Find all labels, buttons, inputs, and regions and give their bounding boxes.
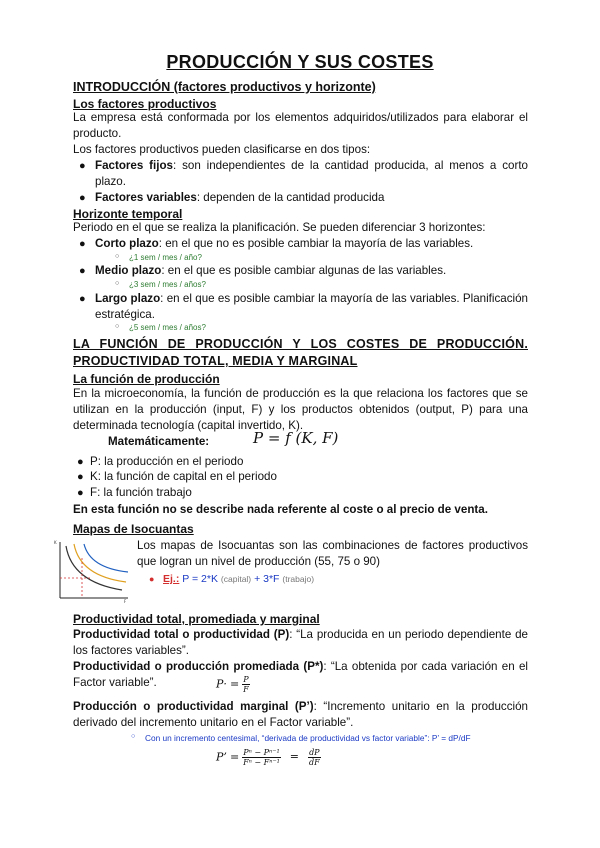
- marginal-fraction-1: [242, 748, 280, 767]
- bullet-icon: ●: [79, 160, 86, 172]
- medio-plazo-note: [115, 280, 206, 290]
- largo-plazo-term: Largo plazo: [95, 292, 161, 305]
- marginal-formula: [216, 748, 321, 767]
- corto-plazo-note-text: ¿1 sem / mes / año?: [129, 253, 202, 262]
- funcion-para: En la microeconomía, la función de producción es la que relaciona los factores que se utilizan en la producción (input, F) y los productos obtenidos (output, P) para una determinada tecnología (capital invertido, K).: [73, 387, 528, 432]
- isocuantas-example: [149, 571, 463, 587]
- horizonte-para: Periodo en el que se realiza la planificación. Se pueden diferenciar 3 horizontes:: [73, 221, 486, 234]
- factores-fijos-term: Factores fijos: [95, 159, 174, 172]
- marginal-text: : “Incremento unitario en la producción derivado del incremento unitario en el Factor variable”.: [73, 700, 528, 729]
- circle-bullet-icon: ○: [131, 733, 136, 740]
- largo-plazo-text: : en el que es posible cambiar la mayoría de las variables. Planificación estratégica.: [95, 292, 528, 321]
- factores-variables-text: : dependen de la cantidad producida: [196, 191, 385, 204]
- corto-plazo-note: [115, 253, 202, 263]
- funcion-item-p-text: P: la producción en el periodo: [90, 455, 244, 468]
- funcion-item-f: [77, 485, 523, 501]
- bullet-icon: ●: [77, 456, 84, 468]
- corto-plazo-term: Corto plazo: [95, 237, 159, 250]
- media-text: : “La obtenida por cada variación en el Factor variable”.: [73, 660, 528, 689]
- intro-heading: INTRODUCCIÓN (factores productivos y horizonte): [73, 80, 376, 94]
- graph-x-label: F: [124, 599, 127, 604]
- matematicamente-label: Matemáticamente: [108, 435, 206, 448]
- isoquant-curve-55: [66, 546, 122, 590]
- funcion-heading: LA FUNCIÓN DE PRODUCCIÓN Y LOS COSTES DE PRODUCCIÓN. PRODUCTIVIDAD TOTAL, MEDIA Y MARGINAL: [73, 337, 528, 368]
- factores-fijos-item: [79, 158, 528, 190]
- page-title: PRODUCCIÓN Y SUS COSTES: [166, 52, 434, 72]
- funcion-item-k: [77, 469, 523, 485]
- factores-variables-item: [79, 190, 528, 206]
- factores-fijos-text: : son independientes de la cantidad producida, al menos a corto plazo.: [95, 159, 528, 188]
- total-term: Productividad total o productividad (P): [73, 628, 290, 641]
- funcion-item-p: [77, 454, 523, 470]
- example-capital: (capital): [220, 574, 252, 584]
- marginal-fraction-1-num: Pⁿ − Pⁿ⁻¹: [243, 748, 280, 757]
- graph-y-label: K: [54, 540, 57, 545]
- matematicamente-line: [108, 429, 528, 450]
- largo-plazo-item: [79, 291, 528, 323]
- isocuantas-para: Los mapas de Isocuantas son las combinaciones de factores productivos que logran un nivel de producción (55, 75 o 90): [137, 539, 528, 568]
- marginal-fraction-1-den: Fⁿ − Fⁿ⁻¹: [243, 758, 280, 767]
- bullet-icon: ●: [79, 238, 86, 250]
- bullet-icon: ●: [77, 487, 84, 499]
- example-plus: + 3*F: [254, 573, 280, 585]
- media-equals: =: [229, 677, 240, 691]
- funcion-item-f-text: F: la función trabajo: [90, 486, 192, 499]
- medio-plazo-item: [79, 263, 528, 279]
- media-formula: [216, 675, 250, 694]
- productividad-marginal: [73, 699, 528, 731]
- medio-plazo-term: Medio plazo: [95, 264, 162, 277]
- bullet-icon: ●: [79, 265, 86, 277]
- marginal-equals-1: =: [229, 750, 240, 764]
- example-label: Ej.:: [163, 573, 180, 585]
- funcion-subheading: La función de producción: [73, 372, 220, 386]
- marginal-fraction-2: [308, 748, 321, 767]
- marginal-fraction-2-den: dF: [308, 758, 320, 767]
- media-fraction-num: P: [243, 675, 249, 684]
- funcion-note: En esta función no se describe nada referente al coste o al precio de venta.: [73, 503, 488, 516]
- circle-bullet-icon: ○: [115, 323, 120, 330]
- medio-plazo-text: : en el que es posible cambiar algunas de las variables.: [161, 264, 447, 277]
- factores-para2: Los factores productivos pueden clasificarse en dos tipos:: [73, 143, 371, 156]
- media-term: Productividad o producción promediada (P*): [73, 660, 324, 673]
- productividad-media: [73, 659, 528, 691]
- marginal-fraction-2-num: dP: [309, 748, 320, 757]
- horizonte-subheading: Horizonte temporal: [73, 207, 183, 221]
- factores-para1: La empresa está conformada por los elementos adquiridos/utilizados para elaborar el producto.: [73, 111, 528, 140]
- isoquant-curve-90: [84, 544, 128, 572]
- isocuantas-graph: [52, 538, 132, 604]
- bullet-icon: ●: [79, 192, 86, 204]
- matematicamente-colon: :: [205, 435, 210, 448]
- marginal-term: Producción o productividad marginal (P’): [73, 700, 314, 713]
- bullet-icon: ●: [79, 293, 86, 305]
- isocuantas-subheading: Mapas de Isocuantas: [73, 522, 194, 536]
- largo-plazo-note-text: ¿5 sem / mes / años?: [129, 323, 206, 332]
- corto-plazo-text: : en el que no es posible cambiar la mayoría de las variables.: [158, 237, 474, 250]
- factores-variables-term: Factores variables: [95, 191, 197, 204]
- production-formula: P = f (K, F): [253, 429, 339, 447]
- example-trabajo: (trabajo): [282, 574, 315, 584]
- media-lhs: P·: [216, 677, 227, 691]
- media-fraction-den: F: [243, 685, 249, 694]
- factores-subheading: Los factores productivos: [73, 97, 217, 111]
- circle-bullet-icon: ○: [115, 280, 120, 287]
- productividad-subheading: Productividad total, promediada y marginal: [73, 612, 320, 626]
- funcion-item-k-text: K: la función de capital en el periodo: [90, 470, 277, 483]
- media-fraction: [242, 675, 249, 694]
- productividad-total: [73, 627, 528, 659]
- medio-plazo-note-text: ¿3 sem / mes / años?: [129, 280, 206, 289]
- largo-plazo-note: [115, 323, 206, 333]
- circle-bullet-icon: ○: [115, 253, 120, 260]
- corto-plazo-item: [79, 236, 528, 252]
- marginal-note: [131, 733, 471, 743]
- marginal-note-text: Con un incremento centesimal, “derivada de productividad vs factor variable”: P’ = dP/dF: [145, 733, 471, 743]
- marginal-equals-2: =: [289, 750, 299, 764]
- bullet-icon: ●: [77, 471, 84, 483]
- marginal-lhs: P’: [216, 750, 227, 764]
- example-p: P = 2*K: [182, 573, 218, 585]
- red-bullet-icon: ●: [149, 574, 155, 584]
- total-text: : “La producida en un periodo dependiente de los factores variables”.: [73, 628, 528, 657]
